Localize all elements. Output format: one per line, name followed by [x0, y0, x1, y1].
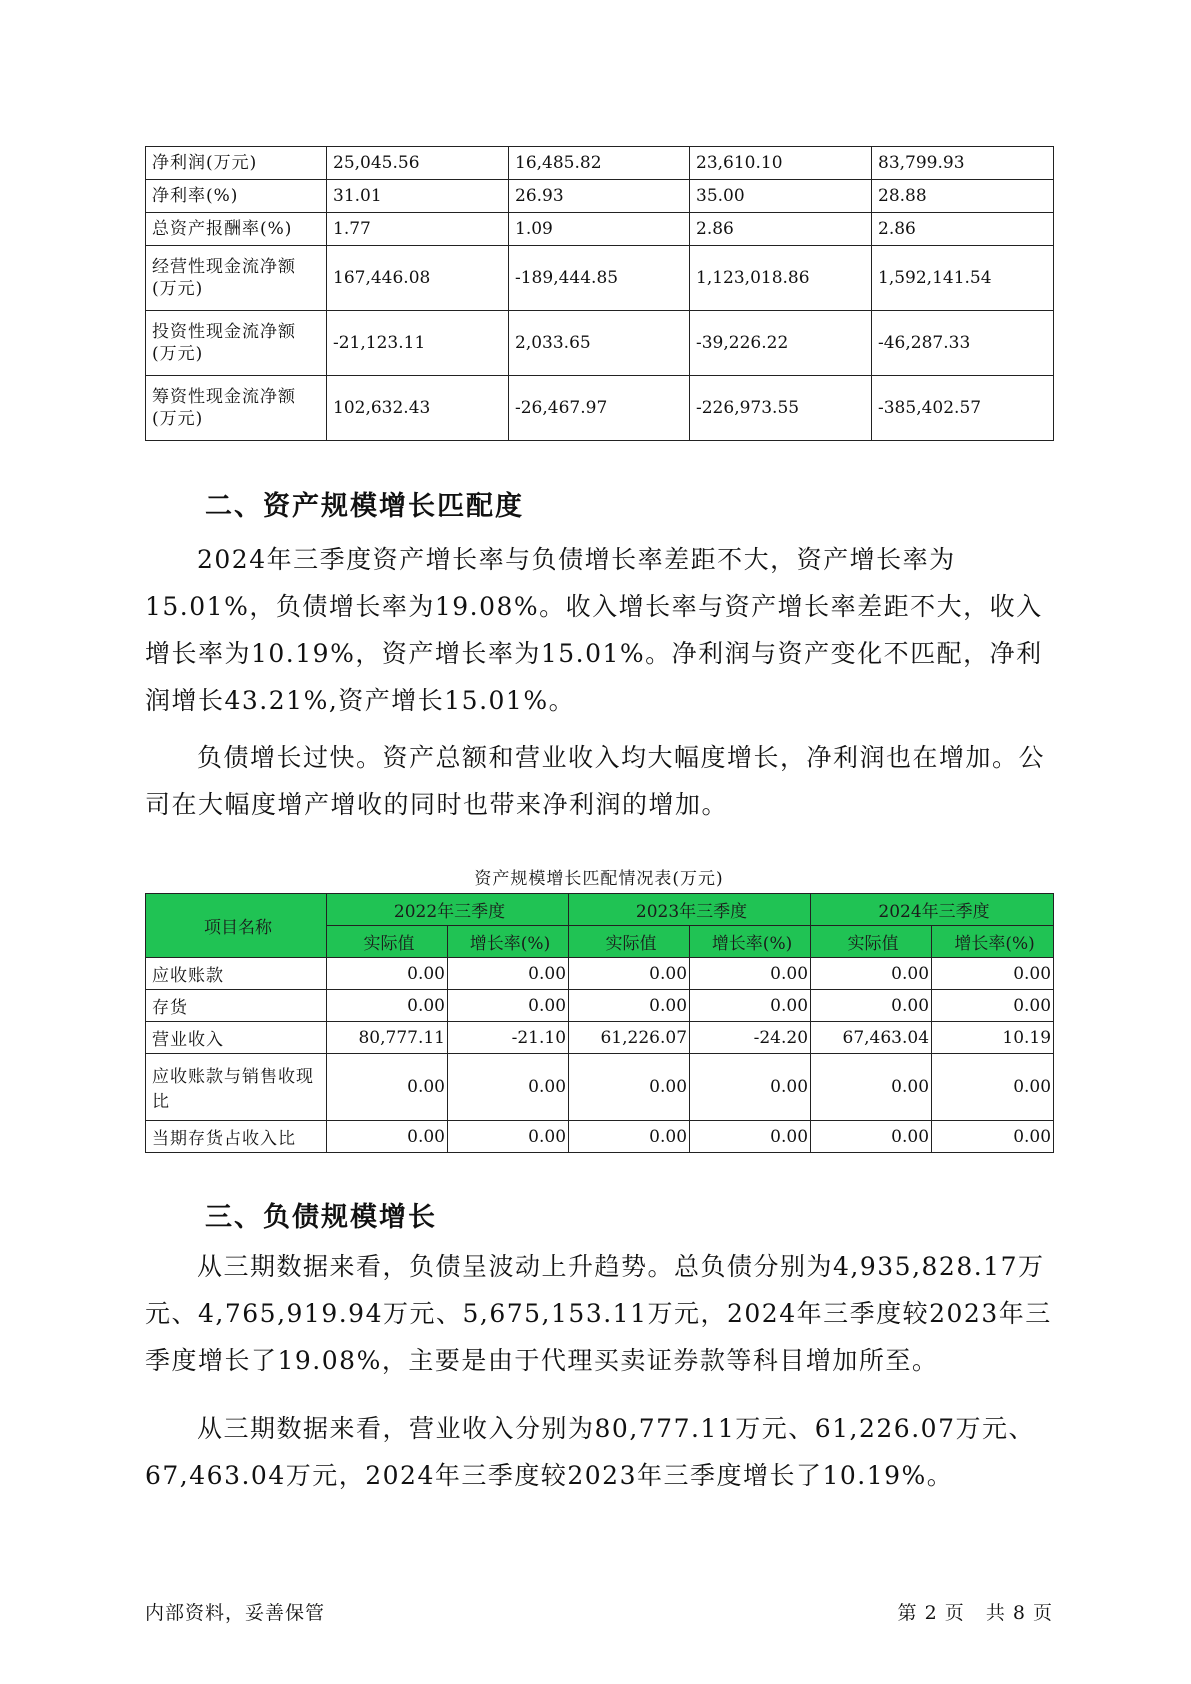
table-cell: 0.00	[811, 1121, 932, 1153]
table-cell: 0.00	[448, 958, 569, 990]
table-cell: 0.00	[690, 1054, 811, 1121]
table-cell: 2,033.65	[509, 311, 690, 376]
column-header: 增长率(%)	[932, 926, 1054, 958]
table-cell: 26.93	[509, 180, 690, 213]
table-cell: 80,777.11	[327, 1022, 448, 1054]
row-label: 经营性现金流净额(万元)	[146, 246, 327, 311]
row-label: 筹资性现金流净额(万元)	[146, 376, 327, 441]
table-cell: 0.00	[327, 1121, 448, 1153]
table-cell: 2.86	[690, 213, 872, 246]
table-cell: 28.88	[872, 180, 1054, 213]
table-cell: 0.00	[448, 1054, 569, 1121]
table-row	[146, 311, 1054, 376]
section-heading: 二、资产规模增长匹配度	[205, 491, 524, 522]
table-cell: 0.00	[327, 990, 448, 1022]
table-cell: 0.00	[569, 958, 690, 990]
table-cell: 0.00	[569, 1054, 690, 1121]
table-row	[146, 1054, 1054, 1121]
table-row	[146, 246, 1054, 311]
column-header: 2023年三季度	[569, 894, 811, 926]
table-cell: 0.00	[811, 990, 932, 1022]
table-row	[146, 376, 1054, 441]
metrics-table	[145, 146, 1054, 441]
table-row	[146, 990, 1054, 1022]
table-cell: 25,045.56	[327, 147, 509, 180]
table-cell: 16,485.82	[509, 147, 690, 180]
table-cell: 0.00	[932, 958, 1054, 990]
table-caption: 资产规模增长匹配情况表(万元)	[474, 869, 724, 889]
paragraph: 2024年三季度资产增长率与负债增长率差距不大，资产增长率为15.01%，负债增长率为19.08%。收入增长率与资产增长率差距不大，收入增长率为10.19%，资产增长率为15.01%。净利润与资产变化不匹配，净利润增长43.21%,资产增长15.01%。	[145, 545, 1043, 715]
table-cell: 23,610.10	[690, 147, 872, 180]
table-cell: 0.00	[569, 990, 690, 1022]
row-label: 当期存货占收入比	[146, 1121, 327, 1153]
table-header-row	[146, 894, 1054, 926]
footer-note: 内部资料，妥善保管	[145, 1602, 326, 1624]
row-label: 净利率(%)	[146, 180, 327, 213]
table-cell: 0.00	[569, 1121, 690, 1153]
table-cell: 0.00	[932, 1054, 1054, 1121]
paragraph: 负债增长过快。资产总额和营业收入均大幅度增长，净利润也在增加。公司在大幅度增产增收的同时也带来净利润的增加。	[145, 743, 1046, 819]
table-cell: 0.00	[811, 1054, 932, 1121]
table-row	[146, 213, 1054, 246]
table-cell: 1,123,018.86	[690, 246, 872, 311]
table-cell: 35.00	[690, 180, 872, 213]
table-cell: -26,467.97	[509, 376, 690, 441]
table-cell: 0.00	[690, 990, 811, 1022]
column-header: 实际值	[811, 926, 932, 958]
column-header: 实际值	[569, 926, 690, 958]
column-header: 项目名称	[146, 894, 327, 958]
column-header: 2024年三季度	[811, 894, 1054, 926]
table-cell: -39,226.22	[690, 311, 872, 376]
table-cell: 61,226.07	[569, 1022, 690, 1054]
row-label: 总资产报酬率(%)	[146, 213, 327, 246]
table-row	[146, 147, 1054, 180]
table-cell: -189,444.85	[509, 246, 690, 311]
page-number: 第 2 页 共 8 页	[897, 1602, 1053, 1624]
table-cell: 1.09	[509, 213, 690, 246]
table-cell: 0.00	[448, 990, 569, 1022]
paragraph: 从三期数据来看，营业收入分别为80,777.11万元、61,226.07万元、67,463.04万元，2024年三季度较2023年三季度增长了10.19%。	[145, 1414, 1035, 1490]
row-label: 应收账款	[146, 958, 327, 990]
table-cell: 0.00	[448, 1121, 569, 1153]
column-header: 2022年三季度	[327, 894, 569, 926]
table-cell: -21,123.11	[327, 311, 509, 376]
table-row	[146, 1121, 1054, 1153]
row-label: 存货	[146, 990, 327, 1022]
table-cell: 10.19	[932, 1022, 1054, 1054]
table-cell: -21.10	[448, 1022, 569, 1054]
table-cell: 2.86	[872, 213, 1054, 246]
table-row	[146, 958, 1054, 990]
row-label: 净利润(万元)	[146, 147, 327, 180]
row-label: 投资性现金流净额(万元)	[146, 311, 327, 376]
table-cell: 1,592,141.54	[872, 246, 1054, 311]
table-cell: 31.01	[327, 180, 509, 213]
table-cell: 0.00	[690, 1121, 811, 1153]
growth-table	[145, 893, 1054, 1153]
column-header: 增长率(%)	[690, 926, 811, 958]
table-cell: 0.00	[327, 1054, 448, 1121]
table-cell: 0.00	[932, 990, 1054, 1022]
table-cell: -385,402.57	[872, 376, 1054, 441]
table-cell: 0.00	[690, 958, 811, 990]
table-cell: 0.00	[811, 958, 932, 990]
row-label: 应收账款与销售收现比	[146, 1054, 327, 1121]
table-cell: 83,799.93	[872, 147, 1054, 180]
table-cell: -46,287.33	[872, 311, 1054, 376]
row-label: 营业收入	[146, 1022, 327, 1054]
table-cell: 102,632.43	[327, 376, 509, 441]
table-cell: 0.00	[327, 958, 448, 990]
table-cell: -24.20	[690, 1022, 811, 1054]
table-row	[146, 180, 1054, 213]
table-cell: 167,446.08	[327, 246, 509, 311]
section-heading: 三、负债规模增长	[205, 1202, 437, 1233]
table-cell: 67,463.04	[811, 1022, 932, 1054]
table-cell: -226,973.55	[690, 376, 872, 441]
table-cell: 1.77	[327, 213, 509, 246]
table-row	[146, 1022, 1054, 1054]
column-header: 增长率(%)	[448, 926, 569, 958]
paragraph: 从三期数据来看，负债呈波动上升趋势。总负债分别为4,935,828.17万元、4,765,919.94万元、5,675,153.11万元，2024年三季度较2023年三季度增长了19.08%，主要是由于代理买卖证券款等科目增加所至。	[145, 1252, 1052, 1375]
column-header: 实际值	[327, 926, 448, 958]
table-cell: 0.00	[932, 1121, 1054, 1153]
